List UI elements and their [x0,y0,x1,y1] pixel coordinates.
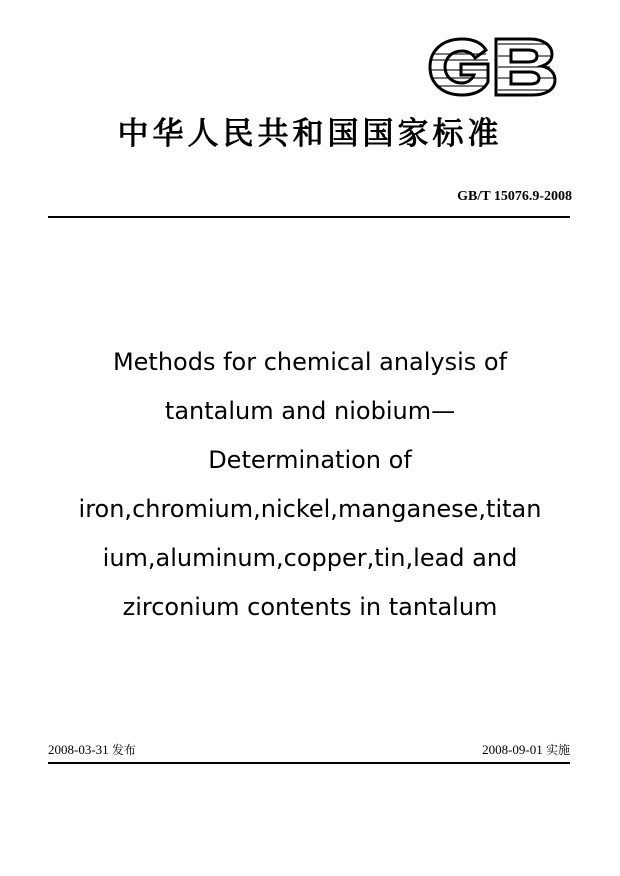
title-line: Determination of [208,446,412,474]
implement-date [482,741,570,759]
title-line: iron,chromium,nickel,manganese,titan [78,495,542,523]
title-line: ium,aluminum,copper,tin,lead and [102,544,518,572]
issue-date-value: 2008-03-31 [48,742,109,757]
standard-name: 中华人民共和国国家标准 [117,116,503,152]
footer-divider [48,762,570,764]
document-title [40,338,580,632]
issue-label: 发布 [111,743,136,757]
implement-label: 实施 [545,743,570,757]
issue-date [48,741,136,759]
title-line: tantalum and niobium— [164,397,456,425]
implement-date-value: 2008-09-01 [482,742,543,757]
title-line: zirconium contents in tantalum [122,593,498,621]
standard-code: GB/T 15076.9-2008 [457,189,572,204]
header-divider [48,216,570,218]
gb-logo [426,36,558,98]
title-line: Methods for chemical analysis of [112,348,508,376]
